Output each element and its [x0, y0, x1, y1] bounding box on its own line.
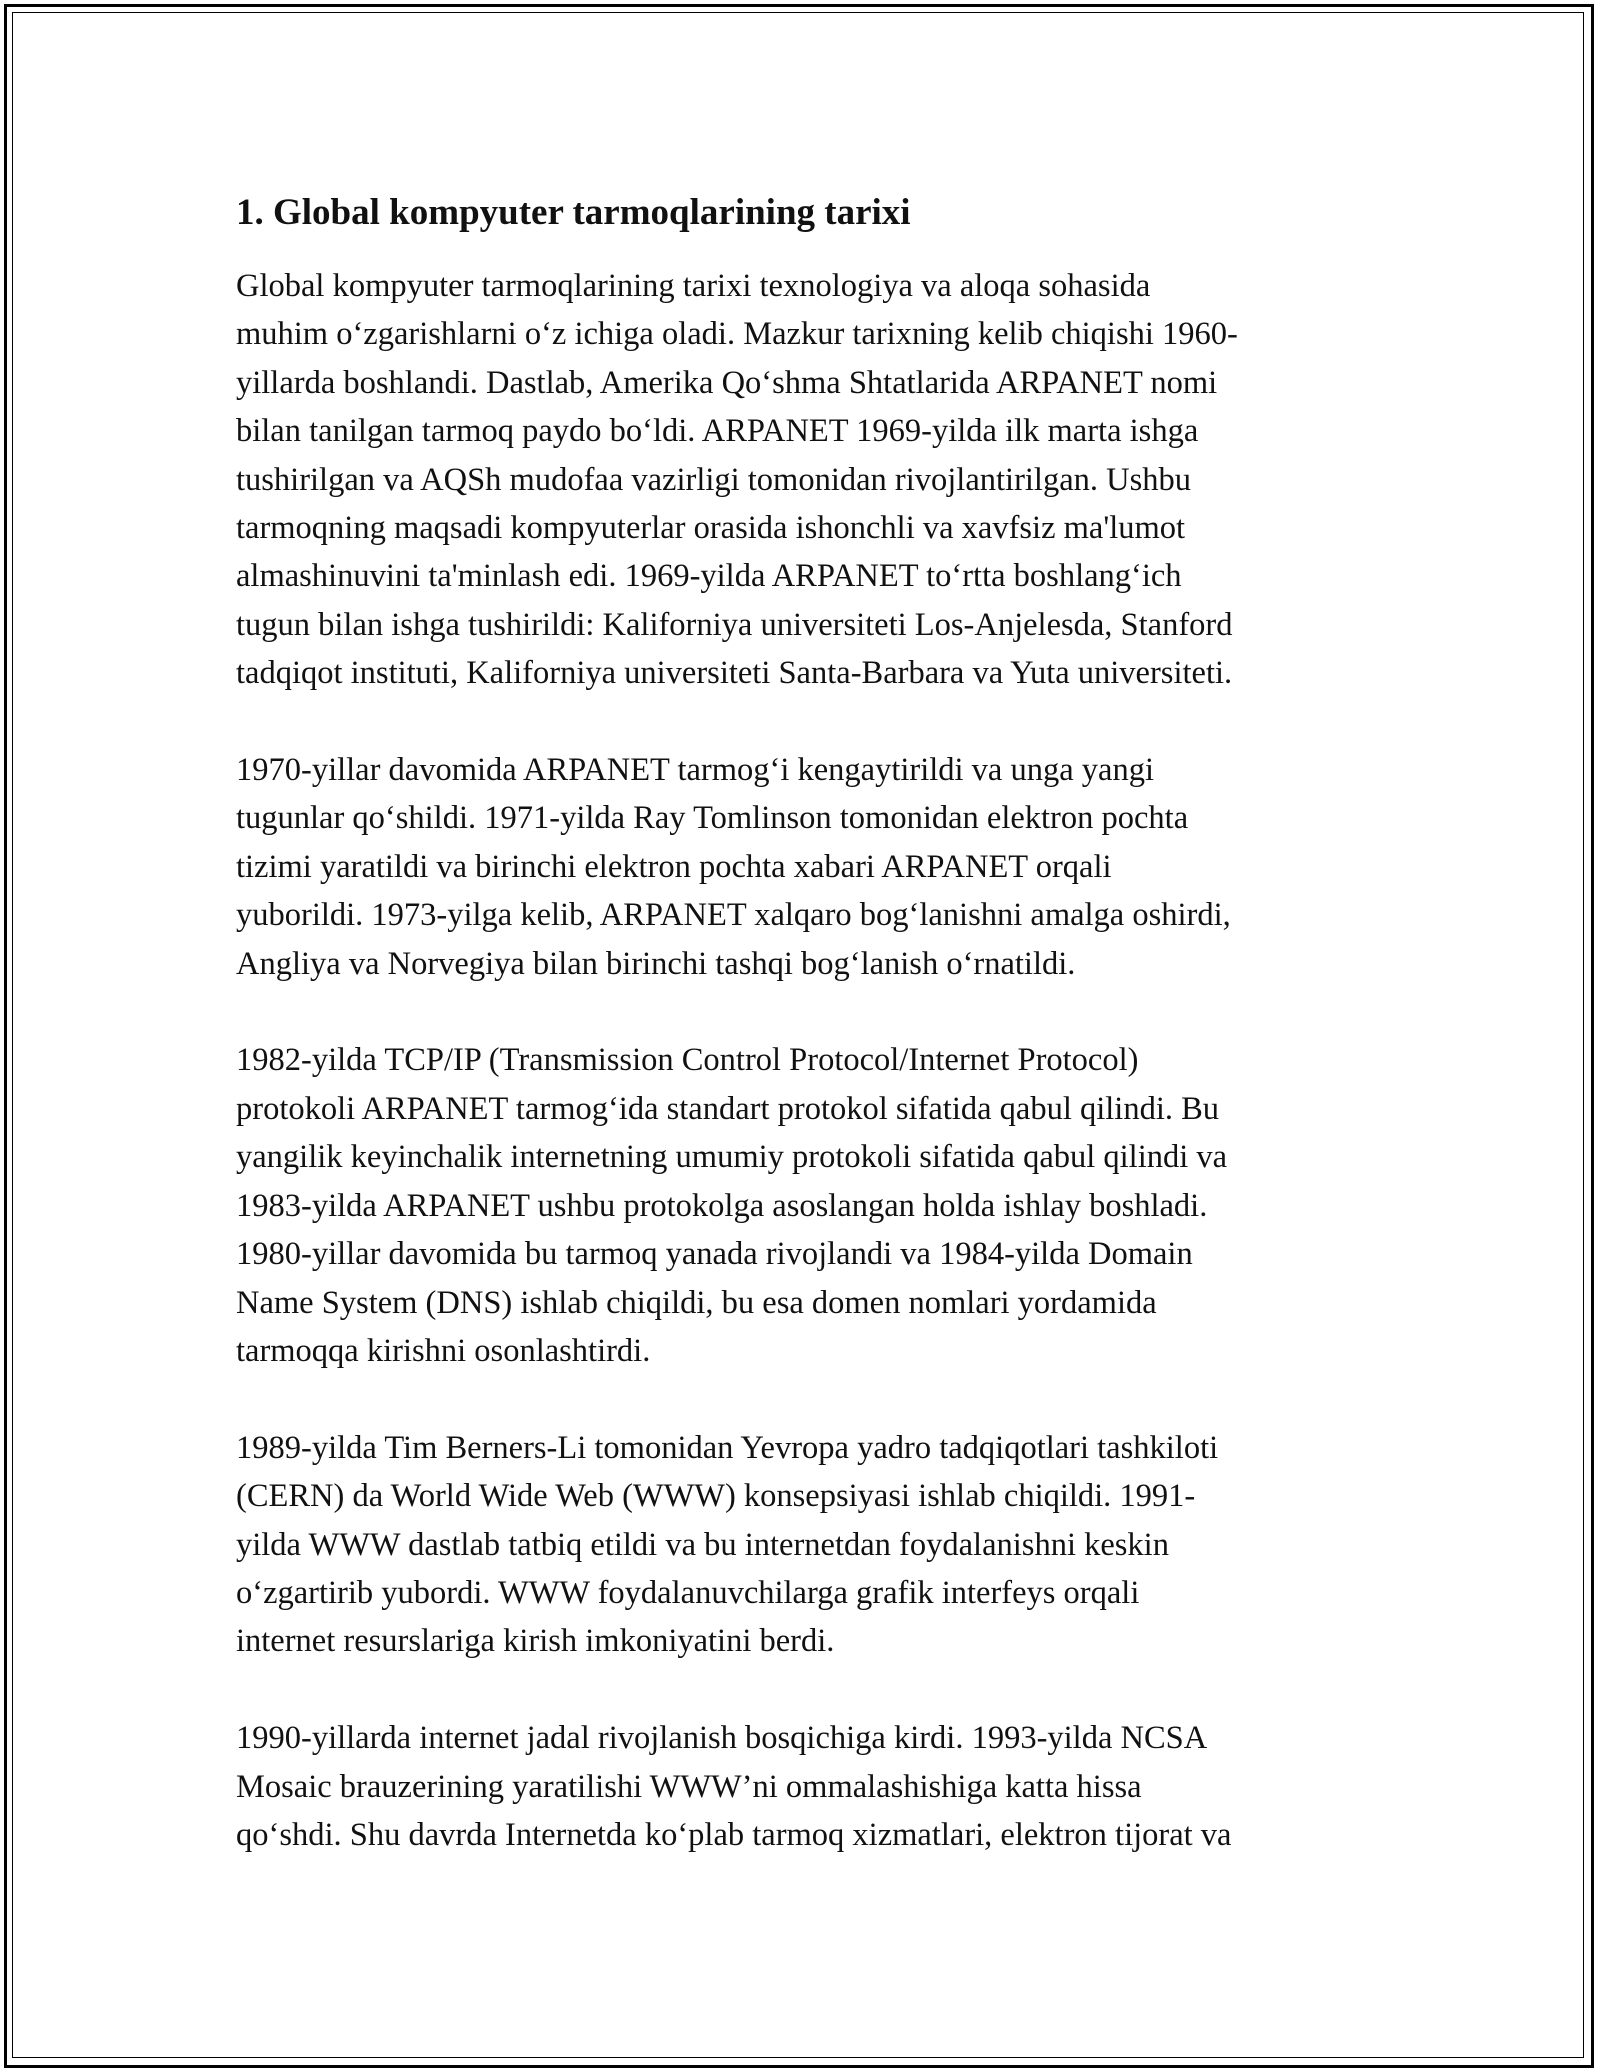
text-line: (CERN) da World Wide Web (WWW) konsepsiyasi ishlab chiqildi. 1991- [236, 1478, 1196, 1515]
text-line: yuborildi. 1973-yilga kelib, ARPANET xalqaro bog‘lanishni amalga oshirdi, [236, 897, 1231, 934]
text-line: 1983-yilda ARPANET ushbu protokolga asoslangan holda ishlay boshladi. [236, 1187, 1208, 1224]
text-line: tugunlar qo‘shildi. 1971-yilda Ray Tomlinson tomonidan elektron pochta [236, 800, 1189, 837]
text-line: tadqiqot instituti, Kaliforniya universiteti Santa-Barbara va Yuta universiteti. [236, 655, 1233, 692]
section-heading: 1. Global kompyuter tarmoqlarining tarixi [236, 192, 911, 233]
text-line: Name System (DNS) ishlab chiqildi, bu esa domen nomlari yordamida [236, 1284, 1157, 1321]
text-line: bilan tanilgan tarmoq paydo bo‘ldi. ARPANET 1969-yilda ilk marta ishga [236, 413, 1199, 450]
paragraph-1970s [236, 746, 1376, 988]
text-line: qo‘shdi. Shu davrda Internetda ko‘plab tarmoq xizmatlari, elektron tijorat va [236, 1816, 1232, 1853]
text-line: tizimi yaratildi va birinchi elektron pochta xabari ARPANET orqali [236, 848, 1112, 885]
text-line: 1982-yilda TCP/IP (Transmission Control Protocol/Internet Protocol) [236, 1042, 1139, 1079]
text-line: internet resurslariga kirish imkoniyatini berdi. [236, 1623, 835, 1660]
paragraph-1990s [236, 1714, 1376, 1859]
paragraph-tcp-ip [236, 1036, 1376, 1375]
text-line: Mosaic brauzerining yaratilishi WWW’ni ommalashishiga katta hissa [236, 1768, 1142, 1805]
text-line: Angliya va Norvegiya bilan birinchi tashqi bog‘lanish o‘rnatildi. [236, 945, 1076, 982]
text-line: protokoli ARPANET tarmog‘ida standart protokol sifatida qabul qilindi. Bu [236, 1090, 1220, 1127]
text-line: yillarda boshlandi. Dastlab, Amerika Qo‘shma Shtatlarida ARPANET nomi [236, 364, 1218, 401]
text-line: tarmoqqa kirishni osonlashtirdi. [236, 1332, 651, 1369]
text-line: o‘zgartirib yubordi. WWW foydalanuvchilarga grafik interfeys orqali [236, 1574, 1140, 1611]
text-line: muhim o‘zgarishlarni o‘z ichiga oladi. Mazkur tarixning kelib chiqishi 1960- [236, 316, 1238, 353]
text-line: almashinuvini ta'minlash edi. 1969-yilda ARPANET to‘rtta boshlang‘ich [236, 558, 1182, 595]
text-line: tarmoqning maqsadi kompyuterlar orasida ishonchli va xavfsiz ma'lumot [236, 510, 1186, 547]
paragraph-arpanet-origins [236, 262, 1376, 698]
text-line: Global kompyuter tarmoqlarining tarixi texnologiya va aloqa sohasida [236, 268, 1151, 304]
text-line: tugun bilan ishga tushirildi: Kaliforniya universiteti Los-Anjelesda, Stanford [236, 606, 1233, 643]
text-line: yangilik keyinchalik internetning umumiy protokoli sifatida qabul qilindi va [236, 1139, 1228, 1176]
text-line: 1970-yillar davomida ARPANET tarmog‘i kengaytirildi va unga yangi [236, 752, 1154, 789]
text-line: 1989-yilda Tim Berners-Li tomonidan Yevropa yadro tadqiqotlari tashkiloti [236, 1429, 1219, 1466]
paragraph-www [236, 1424, 1376, 1666]
text-line: 1990-yillarda internet jadal rivojlanish bosqichiga kirdi. 1993-yilda NCSA [236, 1720, 1208, 1757]
document-body [236, 186, 1376, 1908]
text-line: tushirilgan va AQSh mudofaa vazirligi tomonidan rivojlantirilgan. Ushbu [236, 461, 1191, 498]
text-line: 1980-yillar davomida bu tarmoq yanada rivojlandi va 1984-yilda Domain [236, 1236, 1193, 1273]
text-line: yilda WWW dastlab tatbiq etildi va bu internetdan foydalanishni keskin [236, 1526, 1169, 1563]
